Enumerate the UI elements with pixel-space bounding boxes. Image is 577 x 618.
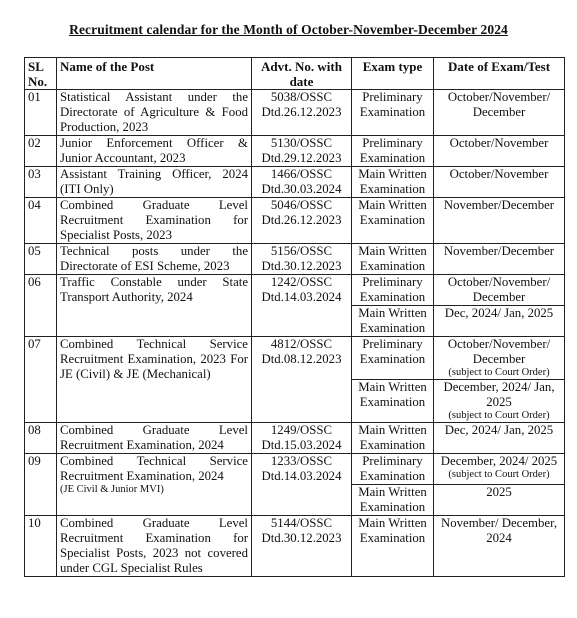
header-advt: Advt. No. with date	[252, 58, 352, 90]
exam-date-cell	[434, 306, 565, 337]
post-name-cell	[57, 90, 252, 136]
exam-type-cell: Preliminary Examination	[352, 90, 434, 136]
exam-date: December, 2024/ 2025	[440, 454, 558, 468]
post-name-cell	[57, 454, 252, 516]
post-name-cell	[57, 167, 252, 198]
advt-cell: 1242/OSSC Dtd.14.03.2024	[252, 275, 352, 337]
advt-cell: 5130/OSSC Dtd.29.12.2023	[252, 136, 352, 167]
exam-date: 2025	[486, 485, 512, 499]
exam-type-cell: Main Written Examination	[352, 198, 434, 244]
exam-date-cell	[434, 423, 565, 454]
table-row	[25, 337, 565, 380]
exam-date: October/November/ December	[447, 90, 551, 119]
exam-date-cell	[434, 516, 565, 577]
exam-date: October/November	[449, 167, 549, 181]
post-name: Combined Graduate Level Recruitment Examination for Specialist Posts, 2023 not covered under CGL Specialist Rules	[60, 516, 248, 575]
sl-cell: 06	[25, 275, 57, 337]
post-name: Combined Graduate Level Recruitment Examination for Specialist Posts, 2023	[60, 198, 248, 242]
exam-date-cell	[434, 244, 565, 275]
court-order-note: (subject to Court Order)	[448, 410, 550, 421]
post-name-note: (JE Civil & Junior MVI)	[60, 484, 164, 495]
exam-date-cell	[434, 136, 565, 167]
advt-cell: 1249/OSSC Dtd.15.03.2024	[252, 423, 352, 454]
post-name-cell	[57, 244, 252, 275]
exam-type-cell: Preliminary Examination	[352, 136, 434, 167]
exam-date-cell	[434, 90, 565, 136]
exam-type-cell: Main Written Examination	[352, 306, 434, 337]
post-name-cell	[57, 516, 252, 577]
advt-cell: 5038/OSSC Dtd.26.12.2023	[252, 90, 352, 136]
exam-type-cell: Preliminary Examination	[352, 454, 434, 485]
exam-date: Dec, 2024/ Jan, 2025	[444, 423, 554, 437]
post-name: Combined Graduate Level Recruitment Examination, 2024	[60, 423, 248, 452]
advt-cell: 5046/OSSC Dtd.26.12.2023	[252, 198, 352, 244]
sl-cell: 05	[25, 244, 57, 275]
exam-date: December, 2024/ Jan, 2025	[443, 380, 555, 409]
court-order-note: (subject to Court Order)	[448, 367, 550, 378]
exam-type-cell: Main Written Examination	[352, 516, 434, 577]
sl-cell: 03	[25, 167, 57, 198]
table-header-row	[25, 58, 565, 90]
post-name: Combined Technical Service Recruitment Examination, 2024	[60, 454, 248, 483]
advt-cell: 1466/OSSC Dtd.30.03.2024	[252, 167, 352, 198]
header-name: Name of the Post	[57, 58, 252, 90]
advt-cell: 5156/OSSC Dtd.30.12.2023	[252, 244, 352, 275]
table-row	[25, 244, 565, 275]
sl-cell: 10	[25, 516, 57, 577]
table-row	[25, 198, 565, 244]
exam-date: October/November/ December	[447, 337, 551, 366]
exam-date: November/December	[443, 244, 555, 258]
advt-cell: 1233/OSSC Dtd.14.03.2024	[252, 454, 352, 516]
header-sl: SL No.	[25, 58, 57, 90]
table-row	[25, 275, 565, 306]
exam-date: Dec, 2024/ Jan, 2025	[444, 306, 554, 320]
sl-cell: 09	[25, 454, 57, 516]
sl-cell: 07	[25, 337, 57, 423]
header-exam-type: Exam type	[352, 58, 434, 90]
advt-cell: 4812/OSSC Dtd.08.12.2023	[252, 337, 352, 423]
exam-date-cell	[434, 485, 565, 516]
exam-date: November/December	[443, 198, 555, 212]
post-name: Traffic Constable under State Transport Authority, 2024	[60, 275, 248, 304]
post-name: Assistant Training Officer, 2024 (ITI Only)	[60, 167, 248, 196]
exam-date-cell	[434, 198, 565, 244]
table-row	[25, 516, 565, 577]
exam-type-cell: Preliminary Examination	[352, 275, 434, 306]
post-name: Combined Technical Service Recruitment Examination, 2023 For JE (Civil) & JE (Mechanical)	[60, 337, 248, 381]
post-name-cell	[57, 423, 252, 454]
post-name: Junior Enforcement Officer & Junior Accountant, 2023	[60, 136, 248, 165]
court-order-note: (subject to Court Order)	[448, 469, 550, 480]
header-date: Date of Exam/Test	[434, 58, 565, 90]
exam-date: October/November	[449, 136, 549, 150]
exam-date-cell	[434, 167, 565, 198]
table-row	[25, 90, 565, 136]
exam-date-cell	[434, 337, 565, 380]
exam-date-cell	[434, 380, 565, 423]
exam-type-cell: Preliminary Examination	[352, 337, 434, 380]
sl-cell: 04	[25, 198, 57, 244]
exam-type-cell: Main Written Examination	[352, 423, 434, 454]
page-title: Recruitment calendar for the Month of October-November-December 2024	[69, 22, 508, 37]
table-row	[25, 136, 565, 167]
sl-cell: 02	[25, 136, 57, 167]
exam-date: November/ December, 2024	[440, 516, 558, 545]
exam-type-cell: Main Written Examination	[352, 380, 434, 423]
advt-cell: 5144/OSSC Dtd.30.12.2023	[252, 516, 352, 577]
exam-type-cell: Main Written Examination	[352, 485, 434, 516]
exam-type-cell: Main Written Examination	[352, 167, 434, 198]
table-row	[25, 167, 565, 198]
recruitment-calendar-table	[24, 57, 565, 577]
post-name-cell	[57, 337, 252, 423]
exam-date: October/November/ December	[447, 275, 551, 304]
post-name: Technical posts under the Directorate of ESI Scheme, 2023	[60, 244, 248, 273]
post-name-cell	[57, 198, 252, 244]
post-name: Statistical Assistant under the Directorate of Agriculture & Food Production, 2023	[60, 90, 248, 134]
post-name-cell	[57, 275, 252, 337]
exam-type-cell: Main Written Examination	[352, 244, 434, 275]
table-row	[25, 423, 565, 454]
exam-date-cell	[434, 275, 565, 306]
post-name-cell	[57, 136, 252, 167]
table-row	[25, 454, 565, 485]
exam-date-cell	[434, 454, 565, 485]
sl-cell: 01	[25, 90, 57, 136]
sl-cell: 08	[25, 423, 57, 454]
